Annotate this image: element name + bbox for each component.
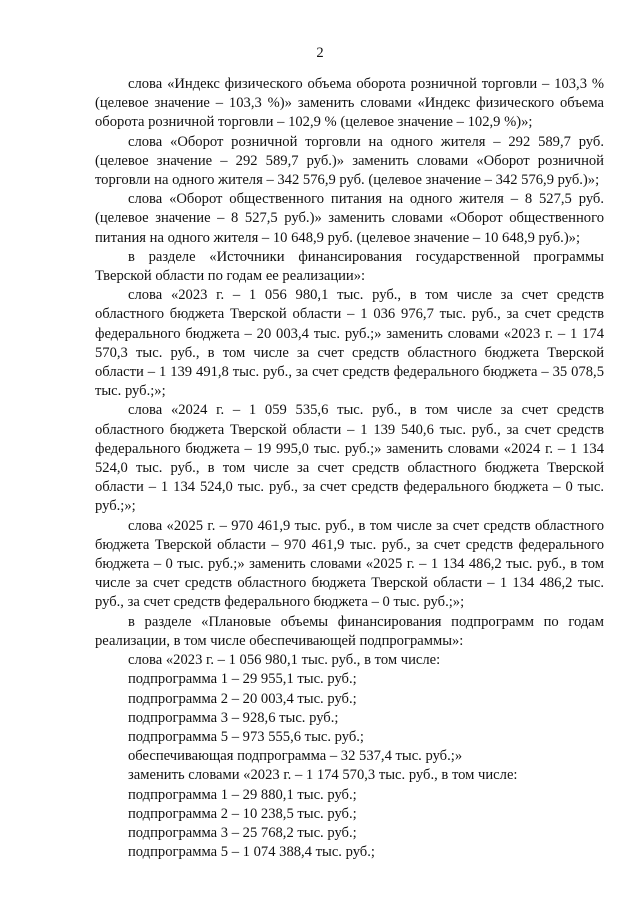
paragraph-retail-turnover: слова «Оборот розничной торговли на одного жителя – 292 589,7 руб. (целевое значение – 292 589,7 руб.)» заменить словами «Оборот розничной торговли на одного жителя – 342 576,9 руб. (целевое значение – 342 576,9 руб.)»; xyxy=(95,133,604,189)
page-number: 2 xyxy=(316,45,324,61)
list-item: подпрограмма 1 – 29 880,1 тыс. руб.; xyxy=(128,786,357,803)
paragraph-catering-turnover: слова «Оборот общественного питания на одного жителя – 8 527,5 руб. (целевое значение – 8 527,5 руб.)» заменить словами «Оборот общественного питания на одного жителя – 10 648,9 руб. (целевое значение – 10 648,9 руб.)»; xyxy=(95,191,604,246)
list-item: подпрограмма 2 – 10 238,5 тыс. руб.; xyxy=(128,805,357,822)
list-item: заменить словами «2023 г. – 1 174 570,3 тыс. руб., в том числе: xyxy=(128,767,518,784)
paragraph-funding-sources-section: в разделе «Источники финансирования государственной программы Тверской области по годам ее реализации»: xyxy=(95,248,604,285)
list-item: подпрограмма 3 – 25 768,2 тыс. руб.; xyxy=(128,824,357,841)
list-item: подпрограмма 5 – 1 074 388,4 тыс. руб.; xyxy=(128,844,375,861)
list-item: обеспечивающая подпрограмма – 32 537,4 тыс. руб.;» xyxy=(128,748,463,765)
document-body xyxy=(95,75,604,862)
list-item: подпрограмма 1 – 29 955,1 тыс. руб.; xyxy=(128,671,357,688)
paragraph-2025-funding: слова «2025 г. – 970 461,9 тыс. руб., в том числе за счет средств областного бюджета Тверской области – 970 461,9 тыс. руб., за счет средств федерального бюджета – 0 тыс. руб.;» заменить словами «2025 г. – 1 134 486,2 тыс. руб., в том числе за счет средств областного бюджета Тверской области – 1 134 486,2 тыс. руб., за счет средств федерального бюджета – 0 тыс. руб.;»; xyxy=(95,517,604,611)
list-item: слова «2023 г. – 1 056 980,1 тыс. руб., в том числе: xyxy=(128,652,441,669)
list-item: подпрограмма 5 – 973 555,6 тыс. руб.; xyxy=(128,728,364,745)
paragraph-2024-funding: слова «2024 г. – 1 059 535,6 тыс. руб., в том числе за счет средств областного бюджета Тверской области – 1 139 540,6 тыс. руб., за счет средств федерального бюджета – 19 995,0 тыс. руб.;» заменить словами «2024 г. – 1 134 524,0 тыс. руб., в том числе за счет средств областного бюджета Тверской области – 1 134 524,0 тыс. руб., за счет средств федерального бюджета – 0 тыс. руб.;»; xyxy=(95,402,604,515)
paragraph-subprogram-section: в разделе «Плановые объемы финансирования подпрограмм по годам реализации, в том числе обеспечивающей подпрограммы»: xyxy=(95,613,604,649)
paragraph-retail-index: слова «Индекс физического объема оборота розничной торговли – 103,3 % (целевое значение – 103,3 %)» заменить словами «Индекс физического объема оборота розничной торговли – 102,9 % (целевое значение – 102,9 %)»; xyxy=(95,76,604,131)
list-item: подпрограмма 2 – 20 003,4 тыс. руб.; xyxy=(128,690,357,707)
paragraph-2023-funding: слова «2023 г. – 1 056 980,1 тыс. руб., в том числе за счет средств областного бюджета Тверской области – 1 036 976,7 тыс. руб., за счет средств федерального бюджета – 20 003,4 тыс. руб.;» заменить словами «2023 г. – 1 174 570,3 тыс. руб., в том числе за счет средств областного бюджета Тверской области – 1 139 491,8 тыс. руб., за счет средств федерального бюджета – 35 078,5 тыс. руб.;»; xyxy=(95,287,604,400)
list-item: подпрограмма 3 – 928,6 тыс. руб.; xyxy=(128,709,339,726)
